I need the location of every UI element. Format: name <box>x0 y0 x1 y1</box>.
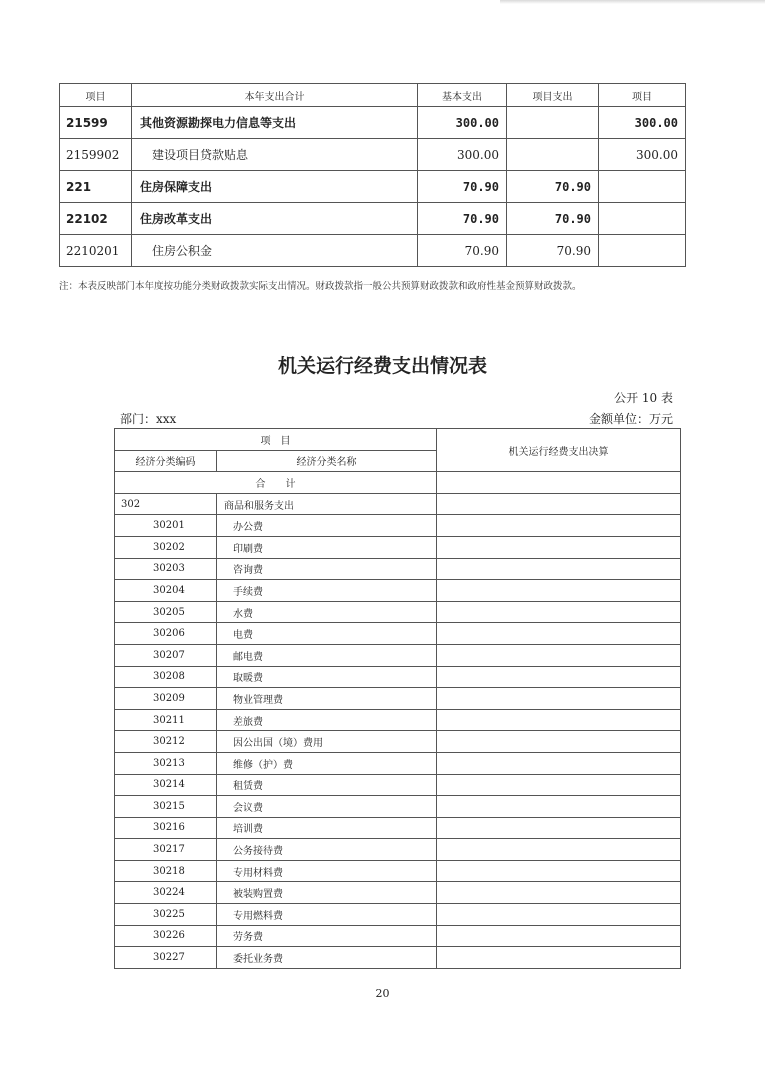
row-amount <box>437 709 681 731</box>
row-amount <box>437 580 681 602</box>
row-code: 30212 <box>115 731 217 753</box>
row-name: 邮电费 <box>217 644 437 666</box>
row-name: 公务接待费 <box>217 839 437 861</box>
table-row <box>115 904 681 926</box>
row-name: 培训费 <box>217 817 437 839</box>
row-code: 30213 <box>115 752 217 774</box>
function-expenditure-table <box>59 83 686 267</box>
operating-expense-table <box>114 428 681 969</box>
table-row <box>115 731 681 753</box>
total-amount <box>437 472 681 494</box>
table-row <box>115 925 681 947</box>
row-code: 30201 <box>115 515 217 537</box>
row-amount <box>437 644 681 666</box>
row-code: 302 <box>115 493 217 515</box>
row-amount <box>437 493 681 515</box>
table-row <box>115 623 681 645</box>
row-project-amount: 70.90 <box>507 203 599 235</box>
header-amount: 机关运行经费支出决算 <box>437 429 681 472</box>
row-amount <box>437 925 681 947</box>
row-code: 30226 <box>115 925 217 947</box>
table-row <box>115 515 681 537</box>
row-amount <box>437 731 681 753</box>
row-project-amount <box>507 139 599 171</box>
row-name: 建设项目贷款贴息 <box>132 139 418 171</box>
page-number: 20 <box>375 987 390 1000</box>
row-code: 30204 <box>115 580 217 602</box>
row-name: 因公出国（境）费用 <box>217 731 437 753</box>
row-name: 住房保障支出 <box>132 171 418 203</box>
row-amount <box>437 601 681 623</box>
table-row <box>115 644 681 666</box>
row-code: 21599 <box>60 107 132 139</box>
row-name: 差旅费 <box>217 709 437 731</box>
row-basic-amount: 70.90 <box>418 203 507 235</box>
row-project-amount: 70.90 <box>507 171 599 203</box>
row-amount <box>437 558 681 580</box>
row-amount <box>437 882 681 904</box>
row-name: 会议费 <box>217 796 437 818</box>
table-row <box>115 817 681 839</box>
row-basic-amount: 300.00 <box>418 139 507 171</box>
row-code: 30217 <box>115 839 217 861</box>
table-row <box>115 752 681 774</box>
row-name: 手续费 <box>217 580 437 602</box>
table-row <box>115 558 681 580</box>
row-name: 租赁费 <box>217 774 437 796</box>
row-code: 30218 <box>115 860 217 882</box>
row-amount <box>437 860 681 882</box>
table-header-row <box>60 84 686 107</box>
table-row <box>115 709 681 731</box>
row-name: 取暖费 <box>217 666 437 688</box>
row-amount <box>437 904 681 926</box>
header-total: 本年支出合计 <box>132 84 418 107</box>
row-code: 30215 <box>115 796 217 818</box>
row-code: 30205 <box>115 601 217 623</box>
row-name: 维修（护）费 <box>217 752 437 774</box>
row-code: 30224 <box>115 882 217 904</box>
row-amount <box>437 688 681 710</box>
row-code: 30206 <box>115 623 217 645</box>
row-project-amount <box>507 107 599 139</box>
row-amount <box>437 817 681 839</box>
row-name: 住房公积金 <box>132 235 418 267</box>
row-code: 30214 <box>115 774 217 796</box>
row-code: 30211 <box>115 709 217 731</box>
row-code: 30202 <box>115 536 217 558</box>
table-row <box>115 947 681 969</box>
row-name: 其他资源勘探电力信息等支出 <box>132 107 418 139</box>
header-item-2: 项目 <box>599 84 686 107</box>
row-basic-amount: 70.90 <box>418 171 507 203</box>
table-note: 注：本表反映部门本年度按功能分类财政拨款实际支出情况。财政拨款指一般公共预算财政拨款和政府性基金预算财政拨款。 <box>59 281 582 292</box>
row-name: 劳务费 <box>217 925 437 947</box>
page-edge-shadow <box>500 0 765 4</box>
row-name: 专用燃料费 <box>217 904 437 926</box>
row-code: 30208 <box>115 666 217 688</box>
row-name: 水费 <box>217 601 437 623</box>
row-name: 办公费 <box>217 515 437 537</box>
row-item-amount <box>599 203 686 235</box>
table-row <box>115 688 681 710</box>
table-row <box>60 107 686 139</box>
row-name: 被装购置费 <box>217 882 437 904</box>
row-amount <box>437 774 681 796</box>
row-item-amount <box>599 235 686 267</box>
table-row <box>115 580 681 602</box>
header-project: 项 目 <box>115 429 437 451</box>
table-row <box>60 171 686 203</box>
row-amount <box>437 752 681 774</box>
table-row <box>115 601 681 623</box>
row-name: 印刷费 <box>217 536 437 558</box>
form-number: 公开 10 表 <box>614 391 673 405</box>
row-item-amount: 300.00 <box>599 107 686 139</box>
header-code: 经济分类编码 <box>115 450 217 472</box>
table-row <box>115 796 681 818</box>
row-amount <box>437 947 681 969</box>
header-item: 项目 <box>60 84 132 107</box>
header-basic: 基本支出 <box>418 84 507 107</box>
header-project: 项目支出 <box>507 84 599 107</box>
total-row <box>115 472 681 494</box>
table-row <box>115 882 681 904</box>
department-label: 部门：xxx <box>120 412 177 426</box>
row-amount <box>437 796 681 818</box>
row-name: 咨询费 <box>217 558 437 580</box>
table-row <box>115 839 681 861</box>
row-code: 2159902 <box>60 139 132 171</box>
row-basic-amount: 70.90 <box>418 235 507 267</box>
total-label: 合 计 <box>115 472 437 494</box>
header-name: 经济分类名称 <box>217 450 437 472</box>
table-row <box>60 139 686 171</box>
row-name: 物业管理费 <box>217 688 437 710</box>
row-code: 30225 <box>115 904 217 926</box>
row-name: 电费 <box>217 623 437 645</box>
row-amount <box>437 536 681 558</box>
unit-label: 金额单位：万元 <box>588 412 673 426</box>
table-row <box>60 235 686 267</box>
row-item-amount <box>599 171 686 203</box>
table-row <box>115 493 681 515</box>
row-basic-amount: 300.00 <box>418 107 507 139</box>
row-code: 30216 <box>115 817 217 839</box>
table-row <box>115 536 681 558</box>
row-code: 30209 <box>115 688 217 710</box>
page-title: 机关运行经费支出情况表 <box>277 355 487 377</box>
row-name: 专用材料费 <box>217 860 437 882</box>
row-code: 30227 <box>115 947 217 969</box>
row-code: 22102 <box>60 203 132 235</box>
row-name: 商品和服务支出 <box>217 493 437 515</box>
row-code: 30203 <box>115 558 217 580</box>
row-amount <box>437 515 681 537</box>
row-code: 221 <box>60 171 132 203</box>
table-row <box>115 666 681 688</box>
row-amount <box>437 839 681 861</box>
row-name: 住房改革支出 <box>132 203 418 235</box>
row-amount <box>437 623 681 645</box>
row-amount <box>437 666 681 688</box>
row-code: 2210201 <box>60 235 132 267</box>
table-header-row <box>115 429 681 451</box>
table-row <box>115 774 681 796</box>
row-project-amount: 70.90 <box>507 235 599 267</box>
row-code: 30207 <box>115 644 217 666</box>
row-name: 委托业务费 <box>217 947 437 969</box>
table-row <box>60 203 686 235</box>
row-item-amount: 300.00 <box>599 139 686 171</box>
table-row <box>115 860 681 882</box>
